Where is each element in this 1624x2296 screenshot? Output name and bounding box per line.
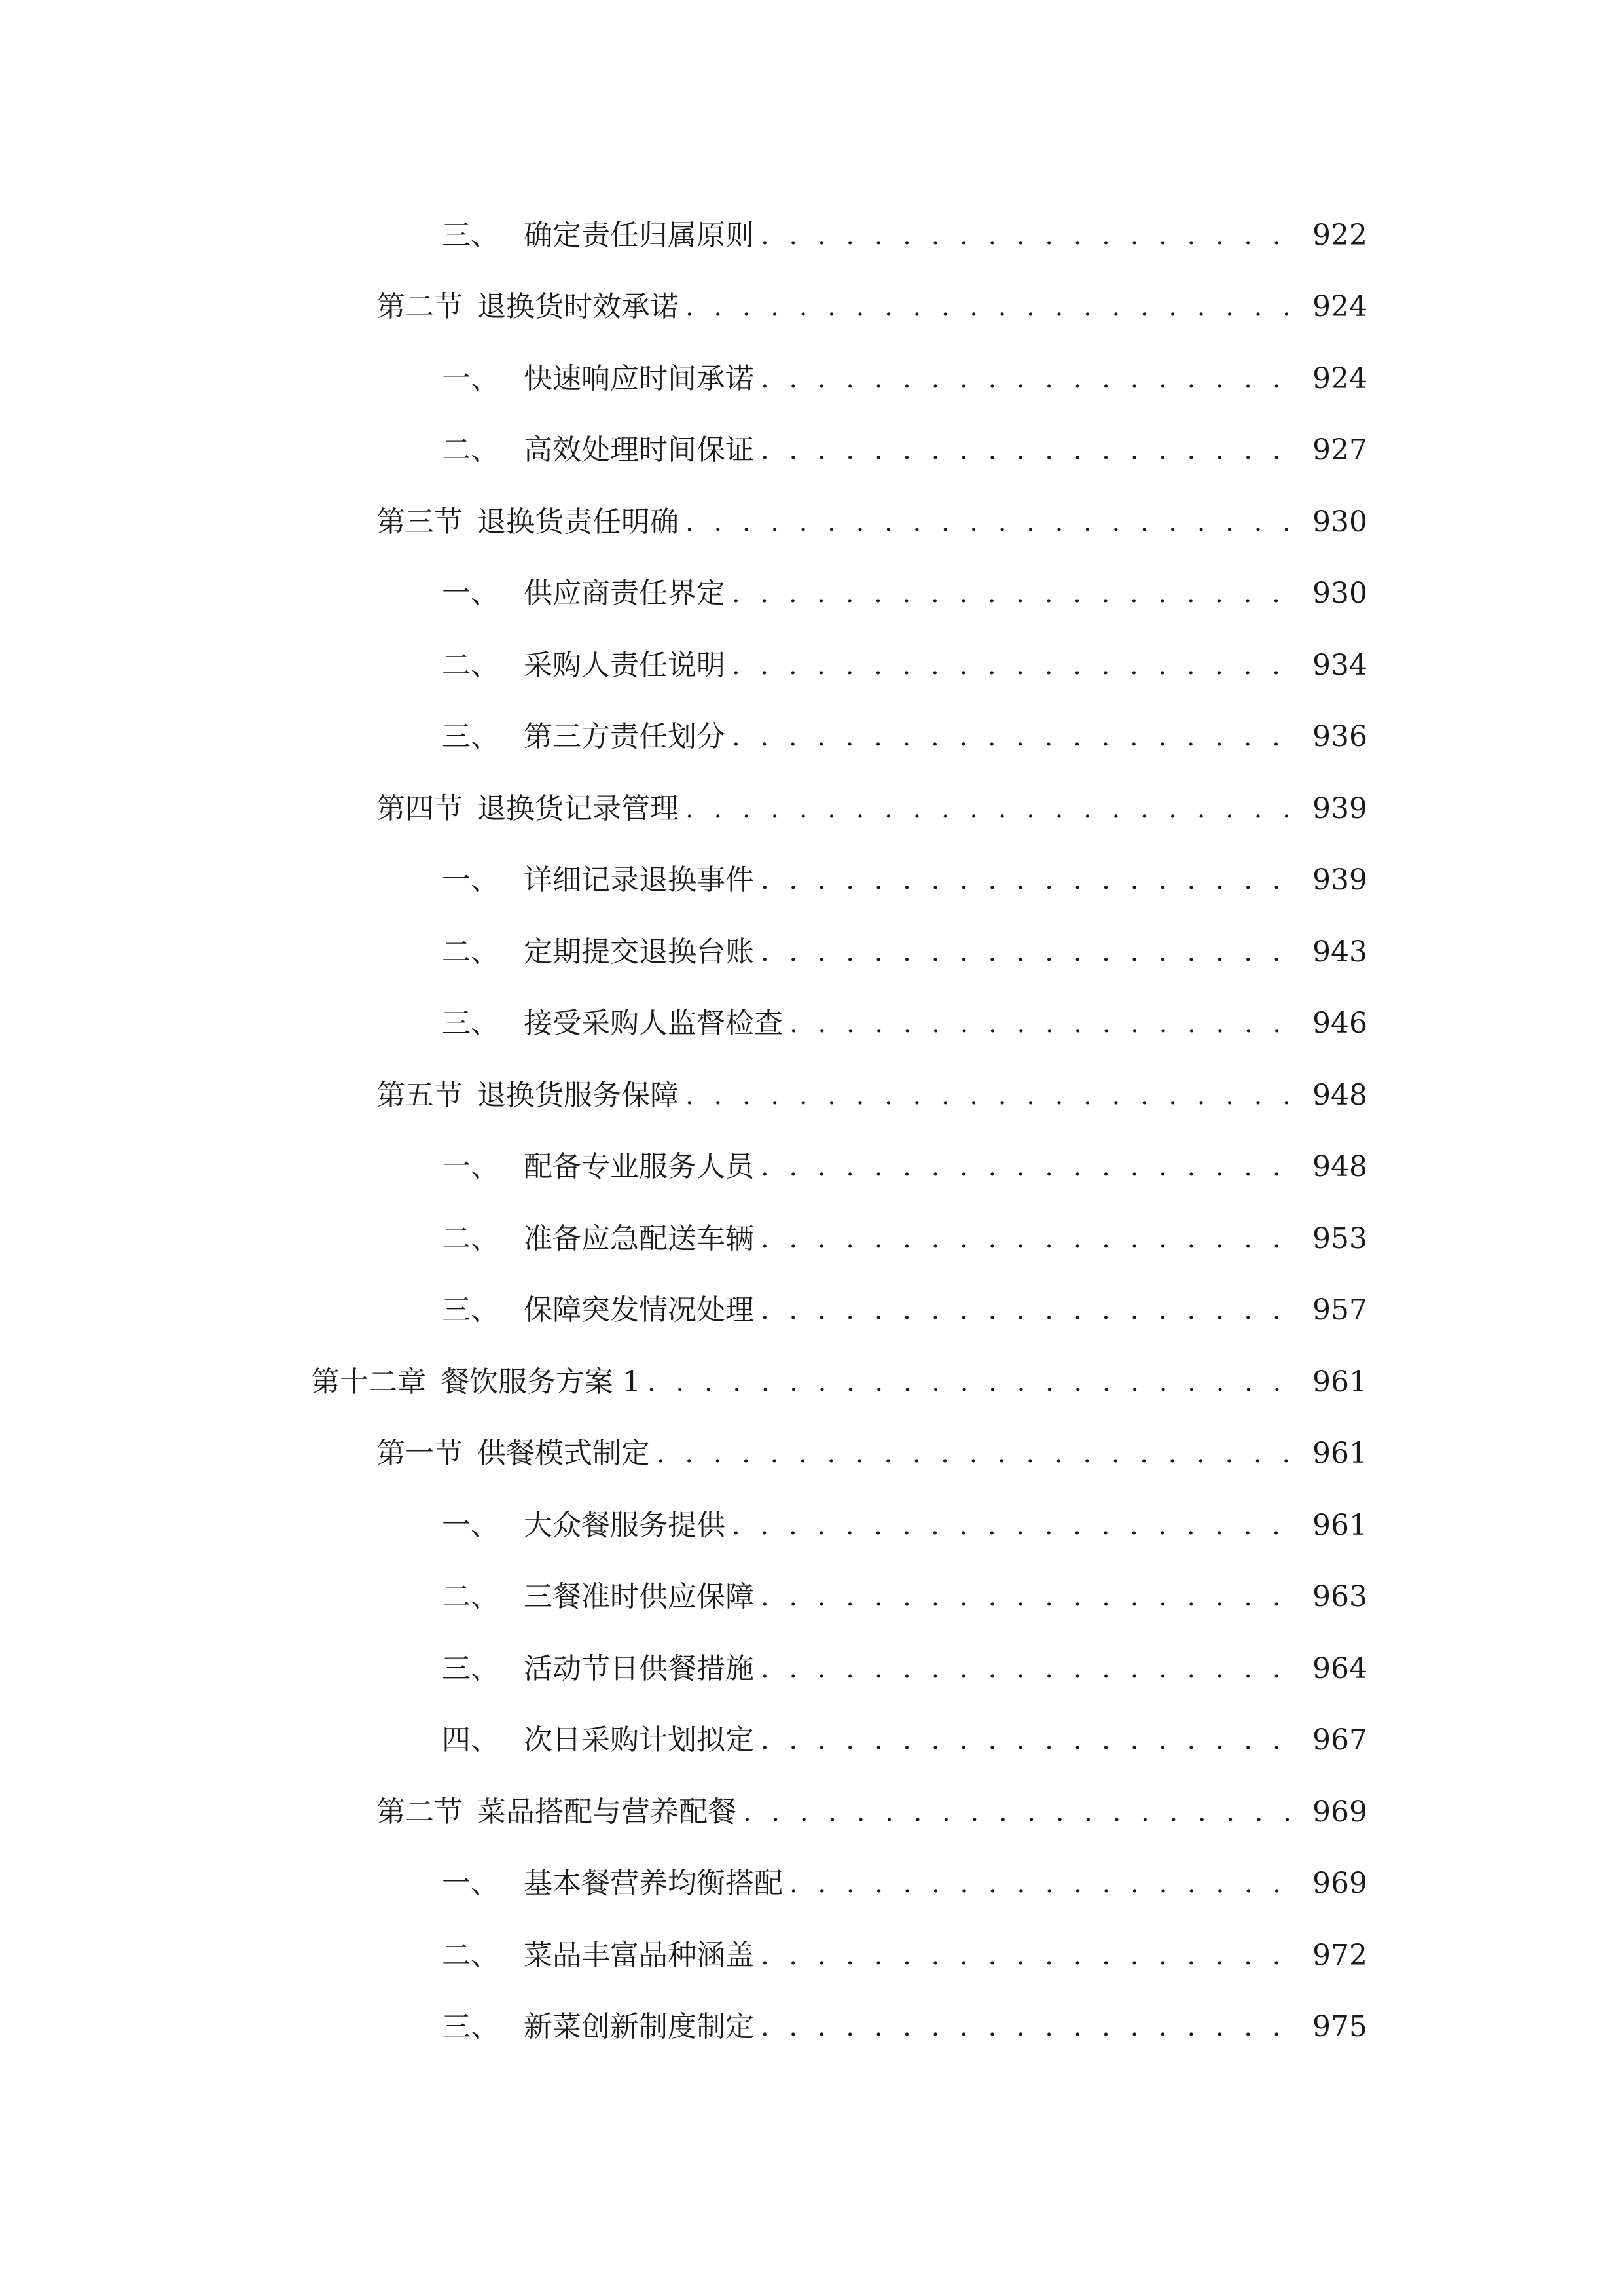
toc-entry[interactable]: [442, 1206, 1367, 1259]
dot-leader: [761, 861, 1303, 900]
toc-entry-title: 三餐准时供应保障: [524, 1580, 754, 1613]
toc-page-number: 967: [1312, 1723, 1367, 1757]
toc-entry-title: 准备应急配送车辆: [524, 1222, 754, 1255]
toc-entry-number: 第二节: [376, 290, 463, 323]
toc-page-number: 943: [1312, 935, 1367, 969]
dot-leader: [761, 1936, 1303, 1975]
toc-entry-title: 餐饮服务方案 1: [441, 1365, 641, 1399]
toc-entry[interactable]: [376, 1780, 1367, 1832]
toc-page-number: 975: [1312, 2010, 1367, 2043]
dot-leader: [761, 1219, 1303, 1259]
toc-page-number: 924: [1312, 290, 1367, 323]
toc-page-number: 948: [1312, 1150, 1367, 1183]
toc-entry-number: 第三节: [376, 505, 463, 539]
toc-entry[interactable]: [442, 1278, 1367, 1330]
dot-leader: [789, 1864, 1303, 1903]
toc-entry-title: 退换货时效承诺: [477, 290, 679, 323]
toc-entry[interactable]: [442, 1564, 1367, 1617]
toc-page-number: 927: [1312, 433, 1367, 467]
toc-page-number: 961: [1312, 1365, 1367, 1399]
toc-entry-title: 详细记录退换事件: [524, 863, 754, 897]
toc-page-number: 922: [1312, 219, 1367, 252]
toc-entry-number: 三、: [442, 1293, 499, 1327]
toc-page-number: 972: [1312, 1939, 1367, 1972]
toc-page-number: 969: [1312, 1795, 1367, 1829]
toc-entry-number: 三、: [442, 1007, 499, 1040]
toc-entry-number: 三、: [442, 219, 499, 252]
toc-entry-number: 三、: [442, 1652, 499, 1685]
toc-entry-title: 采购人责任说明: [524, 649, 725, 682]
toc-entry[interactable]: [442, 1636, 1367, 1689]
dot-leader: [789, 1004, 1303, 1043]
dot-leader: [761, 216, 1303, 255]
toc-entry-number: 二、: [442, 649, 499, 682]
toc-entry-number: 二、: [442, 935, 499, 969]
toc-entry-title: 菜品丰富品种涵盖: [524, 1939, 754, 1972]
dot-leader: [685, 287, 1303, 327]
toc-entry[interactable]: [442, 203, 1367, 255]
toc-entry-title: 保障突发情况处理: [524, 1293, 754, 1327]
dot-leader: [685, 1076, 1303, 1115]
toc-entry-number: 一、: [442, 1509, 499, 1542]
toc-entry-title: 第三方责任划分: [524, 720, 725, 753]
dot-leader: [732, 574, 1303, 613]
dot-leader: [743, 1793, 1303, 1832]
toc-page-number: 930: [1312, 577, 1367, 610]
toc-entry-title: 快速响应时间承诺: [524, 362, 754, 395]
toc-entry-title: 供餐模式制定: [477, 1437, 650, 1470]
toc-entry[interactable]: [442, 1134, 1367, 1187]
toc-entry-number: 二、: [442, 1939, 499, 1972]
toc-entry-title: 退换货服务保障: [477, 1079, 679, 1112]
dot-leader: [732, 717, 1303, 757]
toc-entry-number: 第一节: [376, 1437, 463, 1470]
toc-entry[interactable]: [442, 561, 1367, 613]
toc-entry-title: 活动节日供餐措施: [524, 1652, 754, 1685]
toc-page-number: 934: [1312, 649, 1367, 682]
toc-entry[interactable]: [442, 704, 1367, 757]
toc-entry[interactable]: [442, 633, 1367, 685]
toc-entry-number: 第十二章: [311, 1365, 426, 1399]
dot-leader: [761, 1147, 1303, 1187]
dot-leader: [761, 431, 1303, 470]
toc-entry-number: 第五节: [376, 1079, 463, 1112]
dot-leader: [761, 1577, 1303, 1617]
toc-entry-number: 一、: [442, 1150, 499, 1183]
toc-entry-title: 菜品搭配与营养配餐: [477, 1795, 736, 1829]
toc-page-number: 953: [1312, 1222, 1367, 1255]
toc-page-number: 948: [1312, 1079, 1367, 1112]
toc-entry-title: 配备专业服务人员: [524, 1150, 754, 1183]
toc-entry-number: 二、: [442, 433, 499, 467]
toc-entry[interactable]: [376, 1063, 1367, 1115]
toc-entry-number: 一、: [442, 362, 499, 395]
toc-page-number: 939: [1312, 792, 1367, 825]
toc-page-number: 964: [1312, 1652, 1367, 1685]
toc-entry[interactable]: [442, 1994, 1367, 2047]
toc-entry[interactable]: [442, 848, 1367, 900]
toc-entry-number: 二、: [442, 1222, 499, 1255]
toc-entry[interactable]: [442, 346, 1367, 399]
dot-leader: [761, 359, 1303, 399]
toc-entry[interactable]: [442, 920, 1367, 972]
toc-page-number: 936: [1312, 720, 1367, 753]
dot-leader: [732, 646, 1303, 685]
dot-leader: [761, 2007, 1303, 2047]
toc-entry-number: 三、: [442, 720, 499, 753]
toc-entry[interactable]: [376, 776, 1367, 829]
dot-leader: [647, 1363, 1303, 1402]
toc-entry[interactable]: [442, 1708, 1367, 1760]
toc-page-number: 969: [1312, 1867, 1367, 1900]
dot-leader: [732, 1506, 1303, 1545]
toc-entry-title: 供应商责任界定: [524, 577, 725, 610]
toc-entry-title: 次日采购计划拟定: [524, 1723, 754, 1757]
toc-entry[interactable]: [442, 418, 1367, 470]
dot-leader: [685, 789, 1303, 829]
toc-entry-number: 一、: [442, 577, 499, 610]
toc-entry[interactable]: [442, 991, 1367, 1043]
toc-page-number: 961: [1312, 1509, 1367, 1542]
dot-leader: [685, 503, 1303, 542]
dot-leader: [761, 1721, 1303, 1760]
toc-entry[interactable]: [376, 274, 1367, 327]
toc-entry-title: 确定责任归属原则: [524, 219, 754, 252]
toc-page-number: 930: [1312, 505, 1367, 539]
dot-leader: [657, 1434, 1303, 1473]
toc-page-number: 957: [1312, 1293, 1367, 1327]
toc-entry-number: 二、: [442, 1580, 499, 1613]
dot-leader: [761, 1291, 1303, 1330]
toc-entry-number: 四、: [442, 1723, 499, 1757]
toc-entry[interactable]: [376, 490, 1367, 542]
toc-entry-number: 三、: [442, 2010, 499, 2043]
toc-entry-title: 新菜创新制度制定: [524, 2010, 754, 2043]
toc-entry[interactable]: [442, 1923, 1367, 1975]
toc-entry-number: 一、: [442, 863, 499, 897]
toc-entry-title: 大众餐服务提供: [524, 1509, 725, 1542]
toc-page-number: 963: [1312, 1580, 1367, 1613]
dot-leader: [761, 933, 1303, 972]
toc-entry-title: 接受采购人监督检查: [524, 1007, 783, 1040]
toc-entry-title: 退换货记录管理: [477, 792, 679, 825]
toc-entry[interactable]: [442, 1851, 1367, 1903]
toc-entry[interactable]: [311, 1350, 1367, 1402]
toc-entry[interactable]: [376, 1421, 1367, 1473]
toc-entry-number: 一、: [442, 1867, 499, 1900]
toc-entry-title: 定期提交退换台账: [524, 935, 754, 969]
toc-page-number: 924: [1312, 362, 1367, 395]
toc-page-number: 939: [1312, 863, 1367, 897]
toc-entry[interactable]: [442, 1493, 1367, 1545]
toc-entry-number: 第二节: [376, 1795, 463, 1829]
toc-page-number: 961: [1312, 1437, 1367, 1470]
dot-leader: [761, 1649, 1303, 1689]
toc-entry-title: 退换货责任明确: [477, 505, 679, 539]
toc-entry-number: 第四节: [376, 792, 463, 825]
toc-entry-title: 高效处理时间保证: [524, 433, 754, 467]
toc-page-number: 946: [1312, 1007, 1367, 1040]
toc-entry-title: 基本餐营养均衡搭配: [524, 1867, 783, 1900]
